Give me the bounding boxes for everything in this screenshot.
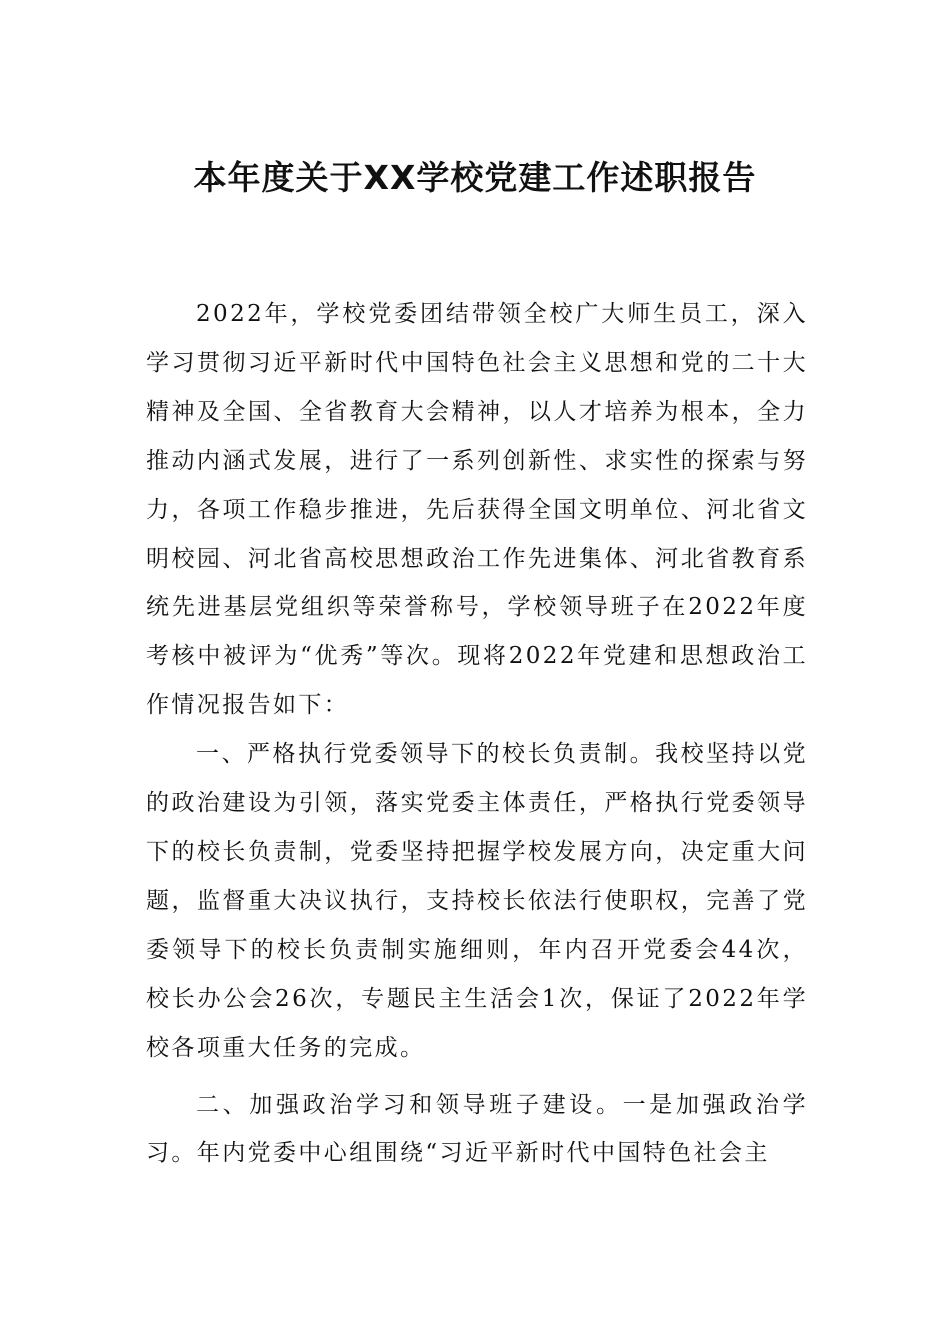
page-title: 本年度关于XX学校党建工作述职报告 [193, 158, 757, 197]
paragraph-section-2: 二、加强政治学习和领导班子建设。一是加强政治学习。年内党委中心组围绕“习近平新时代中国特色社会主 [146, 1091, 808, 1167]
paragraph-section-1: 一、严格执行党委领导下的校长负责制。我校坚持以党的政治建设为引领，落实党委主体责任，严格执行党委领导下的校长负责制，党委坚持把握学校发展方向，决定重大问题，监督重大决议执行，支持校长依法行使职权，完善了党委领导下的校长负责制实施细则，年内召开党委会44次，校长办公会26次，专题民主生活会1次，保证了2022年学校各项重大任务的完成。 [146, 741, 808, 1061]
document-body [146, 290, 808, 1178]
paragraph-intro: 2022年，学校党委团结带领全校广大师生员工，深入学习贯彻习近平新时代中国特色社会主义思想和党的二十大精神及全国、全省教育大会精神，以人才培养为根本，全力推动内涵式发展，进行了一系列创新性、求实性的探索与努力，各项工作稳步推进，先后获得全国文明单位、河北省文明校园、河北省高校思想政治工作先进集体、河北省教育系统先进基层党组织等荣誉称号，学校领导班子在2022年度考核中被评为“优秀”等次。现将2022年党建和思想政治工作情况报告如下： [146, 301, 808, 719]
